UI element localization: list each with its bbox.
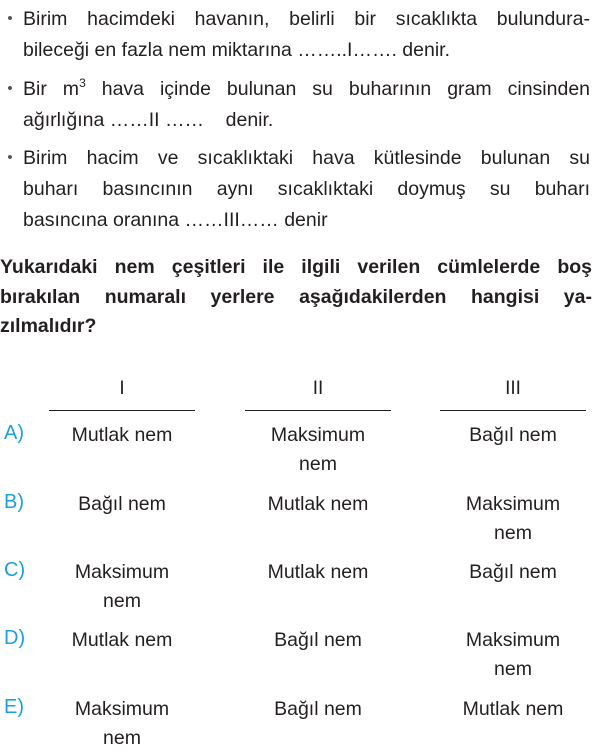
- option-cell-line: Mutlak nem: [245, 490, 391, 519]
- question-text: [0, 253, 592, 342]
- option-cell-line: nem: [245, 450, 391, 479]
- superscript-3: 3: [79, 76, 86, 90]
- option-letter-d[interactable]: D): [4, 627, 25, 650]
- bullet-icon: •: [0, 4, 20, 34]
- option-cell: [49, 421, 195, 450]
- option-cell: [440, 490, 586, 547]
- option-cell-line: Bağıl nem: [245, 695, 391, 724]
- option-cell-line: Maksimum: [245, 421, 391, 450]
- option-cell: [245, 558, 391, 587]
- option-cell-line: Mutlak nem: [245, 558, 391, 587]
- option-cell: [49, 558, 195, 615]
- statement-1-line-2: bileceği en fazla nem miktarına ……..I……. denir.: [23, 35, 450, 65]
- option-cell: [49, 626, 195, 655]
- option-cell-line: Maksimum: [49, 695, 195, 724]
- option-cell-line: nem: [49, 724, 195, 752]
- question-line-1: Yukarıdaki nem çeşitleri ile ilgili verilen cümlelerde boş: [0, 253, 592, 283]
- column-header-2: II: [245, 378, 391, 400]
- question-line-3: zılmalıdır?: [0, 312, 592, 342]
- option-cell-line: nem: [440, 519, 586, 548]
- option-cell-line: Bağıl nem: [440, 558, 586, 587]
- option-cell-line: Maksimum: [49, 558, 195, 587]
- column-header-1: I: [49, 378, 195, 400]
- option-cell-line: Mutlak nem: [49, 626, 195, 655]
- option-cell: [440, 558, 586, 587]
- column-rule-2: [245, 410, 391, 411]
- option-cell-line: nem: [49, 587, 195, 616]
- option-cell: [440, 421, 586, 450]
- statement-3-line-2: buharı basıncının aynı sıcaklıktaki doymuş su buharı: [23, 174, 590, 204]
- statement-2-suffix: hava içinde bulunan su buharının gram cinsinden: [86, 78, 590, 100]
- option-cell-line: Maksimum: [440, 490, 586, 519]
- option-cell: [440, 626, 586, 683]
- statement-3-line-3: basıncına oranına ……III…… denir: [23, 205, 328, 235]
- option-cell: [49, 490, 195, 519]
- option-cell: [49, 695, 195, 752]
- question-line-2: bırakılan numaralı yerlere aşağıdakilerden hangisi ya-: [0, 283, 592, 313]
- option-cell-line: nem: [440, 655, 586, 684]
- option-cell: [245, 421, 391, 478]
- option-cell-line: Bağıl nem: [245, 626, 391, 655]
- option-cell-line: Maksimum: [440, 626, 586, 655]
- option-cell-line: Bağıl nem: [440, 421, 586, 450]
- option-cell-line: Mutlak nem: [440, 695, 586, 724]
- statement-1-line-1: Birim hacimdeki havanın, belirli bir sıcaklıkta bulundura-: [23, 4, 590, 34]
- column-rule-1: [49, 410, 195, 411]
- statement-2-line-1: [23, 74, 590, 104]
- option-cell-line: Mutlak nem: [49, 421, 195, 450]
- option-cell: [245, 490, 391, 519]
- statement-2-line-2: ağırlığına ……II …… denir.: [23, 105, 273, 135]
- statement-2-prefix: Bir m: [23, 78, 79, 100]
- option-letter-b[interactable]: B): [4, 491, 24, 514]
- option-cell: [245, 626, 391, 655]
- option-cell-line: Bağıl nem: [49, 490, 195, 519]
- statement-3-line-1: Birim hacim ve sıcaklıktaki hava kütlesinde bulunan su: [23, 143, 590, 173]
- option-cell: [440, 695, 586, 724]
- option-letter-c[interactable]: C): [4, 559, 25, 582]
- column-rule-3: [440, 410, 586, 411]
- bullet-icon: •: [0, 143, 20, 173]
- bullet-icon: •: [0, 74, 20, 104]
- option-cell: [245, 695, 391, 724]
- column-header-3: III: [440, 378, 586, 400]
- option-letter-e[interactable]: E): [4, 696, 24, 719]
- option-letter-a[interactable]: A): [4, 422, 24, 445]
